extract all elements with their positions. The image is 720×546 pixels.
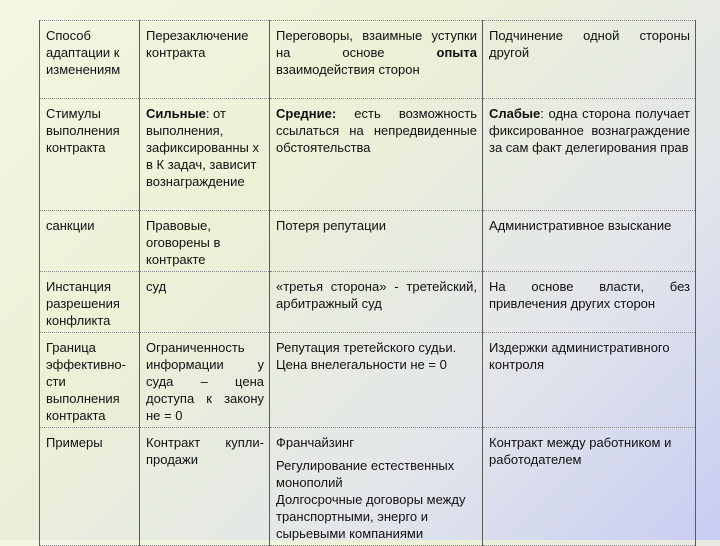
table-cell: Сильные: от выполнения, зафиксированны х в К задач, зависит вознаграждение xyxy=(140,99,270,211)
table-row xyxy=(40,333,696,428)
comparison-table-container xyxy=(39,20,695,546)
table-cell: Перезаключение контракта xyxy=(140,21,270,99)
contract-comparison-table xyxy=(39,20,696,546)
table-cell: суд xyxy=(140,272,270,333)
row-label-cell: Стимулы выполнения контракта xyxy=(40,99,140,211)
example-line: Долгосрочные договоры между транспортными, энерго и сырьевыми компаниями xyxy=(276,492,466,541)
row-label-cell: Инстанция разрешения конфликта xyxy=(40,272,140,333)
row-label-cell: Примеры xyxy=(40,428,140,546)
table-cell: Переговоры, взаимные уступки на основе опыта взаимодействия сторон xyxy=(270,21,483,99)
table-cell: Административное взыскание xyxy=(483,211,696,272)
table-cell: Ограниченность информации у суда – цена доступа к закону не = 0 xyxy=(140,333,270,428)
table-row xyxy=(40,99,696,211)
row-label-cell: Граница эффективно-сти выполнения контракта xyxy=(40,333,140,428)
table-cell: Подчинение одной стороны другой xyxy=(483,21,696,99)
table-cell: На основе власти, без привлечения других сторон xyxy=(483,272,696,333)
table-cell: Репутация третейского судьи. Цена внелегальности не = 0 xyxy=(270,333,483,428)
table-row xyxy=(40,428,696,546)
row-label-cell: Способ адаптации к изменениям xyxy=(40,21,140,99)
emphasis-text: Средние: xyxy=(276,106,337,121)
table-row xyxy=(40,272,696,333)
table-row xyxy=(40,211,696,272)
table-cell: Контракт купли-продажи xyxy=(140,428,270,546)
example-line: Франчайзинг xyxy=(276,435,354,450)
table-row xyxy=(40,21,696,99)
table-cell: «третья сторона» - третейский, арбитражный суд xyxy=(270,272,483,333)
table-cell: Издержки административного контроля xyxy=(483,333,696,428)
emphasis-text: опыта xyxy=(436,45,477,60)
table-cell xyxy=(270,428,483,546)
emphasis-text: Сильные xyxy=(146,106,206,121)
example-line: Регулирование естественных монополий xyxy=(276,458,455,490)
row-label-cell: санкции xyxy=(40,211,140,272)
table-cell: Потеря репутации xyxy=(270,211,483,272)
table-cell: Контракт между работником и работодателем xyxy=(483,428,696,546)
table-cell: Средние: есть возможность ссылаться на непредвиденные обстоятельства xyxy=(270,99,483,211)
emphasis-text: Слабые xyxy=(489,106,541,121)
table-cell: Правовые, оговорены в контракте xyxy=(140,211,270,272)
table-cell: Слабые: одна сторона получает фиксированное вознаграждение за сам факт делегирования прав xyxy=(483,99,696,211)
